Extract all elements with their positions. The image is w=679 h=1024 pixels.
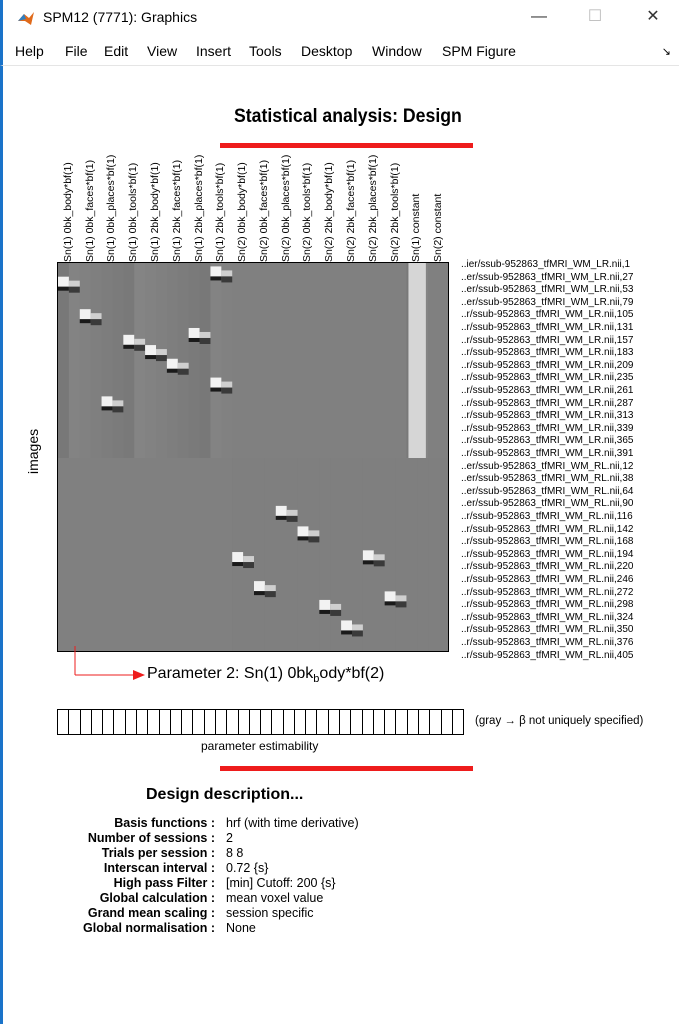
regressor-block — [243, 562, 254, 568]
regressor-block — [178, 363, 189, 369]
maximize-button[interactable]: ☐ — [587, 8, 603, 25]
regressor-block — [189, 328, 200, 338]
estimability-cell — [442, 710, 453, 734]
regressor-block — [112, 400, 123, 406]
description-key: Basis functions : — [114, 816, 215, 830]
regressor-block — [374, 554, 385, 560]
design-column-label: Sn(1) 2bk_faces*bf(1) — [170, 159, 183, 262]
description-key: Global calculation : — [99, 891, 215, 905]
design-row-label: ..ier/ssub-952863_tfMRI_WM_LR.nii,1 — [461, 258, 631, 270]
design-column-label: Sn(1) 2bk_tools*bf(1) — [214, 162, 227, 262]
estimability-cell — [69, 710, 80, 734]
estimability-cell — [103, 710, 114, 734]
design-row-label: ..r/ssub-952863_tfMRI_WM_LR.nii,235 — [461, 371, 634, 384]
regressor-block — [210, 276, 221, 280]
estimability-cell — [137, 710, 148, 734]
regressor-block — [341, 630, 352, 634]
estimability-note: (gray → β not uniquely specified) — [475, 715, 644, 727]
menu-edit[interactable]: Edit — [104, 43, 129, 59]
regressor-block — [167, 359, 178, 369]
regressor-block — [265, 585, 276, 591]
design-row-label: ..r/ssub-952863_tfMRI_WM_LR.nii,261 — [461, 384, 634, 396]
regressor-block — [102, 396, 113, 406]
title-underline — [220, 143, 473, 148]
regressor-block — [385, 601, 396, 605]
regressor-block — [112, 406, 123, 412]
design-row-label: ..r/ssub-952863_tfMRI_WM_LR.nii,339 — [461, 421, 634, 434]
estimability-cell — [160, 710, 171, 734]
design-column-label: Sn(2) constant — [432, 193, 445, 262]
design-row-label: ..er/ssub-952863_tfMRI_WM_RL.nii,12 — [461, 459, 634, 472]
description-key: Number of sessions : — [87, 831, 215, 845]
parameter-pointer-arrow — [63, 646, 153, 686]
estimability-cell — [227, 710, 238, 734]
estimability-cell — [385, 710, 396, 734]
design-row-label: ..r/ssub-952863_tfMRI_WM_LR.nii,391 — [461, 447, 634, 459]
regressor-block — [221, 388, 232, 394]
estimability-cell — [317, 710, 328, 734]
dock-arrow-icon[interactable]: ↘ — [661, 46, 671, 58]
design-column-label: Sn(1) 0bk_faces*bf(1) — [83, 159, 96, 262]
regressor-block — [232, 562, 243, 566]
estimability-cell — [396, 710, 407, 734]
regressor-block — [319, 600, 330, 610]
design-row-label: ..er/ssub-952863_tfMRI_WM_LR.nii,79 — [461, 295, 634, 308]
regressor-block — [363, 560, 374, 564]
parameter-label: Parameter 2: Sn(1) $0bk_body*bf(2)$ — [147, 665, 385, 686]
design-row-label: ..r/ssub-952863_tfMRI_WM_LR.nii,365 — [461, 434, 634, 447]
design-row-label: ..r/ssub-952863_tfMRI_WM_RL.nii,376 — [461, 636, 634, 648]
design-row-label: ..r/ssub-952863_tfMRI_WM_RL.nii,246 — [461, 573, 634, 585]
regressor-block — [341, 620, 352, 630]
regressor-block — [276, 506, 287, 516]
regressor-block — [352, 624, 363, 630]
menu-help[interactable]: Help — [15, 43, 44, 59]
regressor-block — [189, 338, 200, 342]
regressor-block — [330, 610, 341, 616]
estimability-cell — [205, 710, 216, 734]
regressor-block — [276, 516, 287, 520]
design-row-label: ..r/ssub-952863_tfMRI_WM_RL.nii,220 — [461, 560, 634, 573]
description-key: Interscan interval : — [103, 861, 215, 875]
estimability-cell — [148, 710, 159, 734]
regressor-block — [352, 630, 363, 636]
design-row-label: ..r/ssub-952863_tfMRI_WM_RL.nii,350 — [461, 623, 634, 636]
estimability-cell — [374, 710, 385, 734]
menu-view[interactable]: View — [147, 43, 178, 59]
regressor-block — [363, 550, 374, 560]
description-value: 2 — [226, 831, 233, 845]
estimability-cell — [284, 710, 295, 734]
regressor-block — [396, 601, 407, 607]
estimability-cell — [340, 710, 351, 734]
minimize-button[interactable]: — — [531, 8, 547, 25]
figure-canvas — [0, 66, 679, 1024]
description-value: session specific — [226, 906, 314, 920]
regressor-block — [308, 530, 319, 536]
menu-spm-figure[interactable]: SPM Figure — [442, 43, 516, 59]
regressor-block — [374, 560, 385, 566]
description-key: Grand mean scaling : — [87, 906, 215, 920]
regressor-block — [308, 536, 319, 542]
estimability-cell — [329, 710, 340, 734]
design-row-label: ..r/ssub-952863_tfMRI_WM_RL.nii,272 — [461, 585, 634, 598]
images-axis-label: images — [25, 428, 41, 474]
design-row-label: ..r/ssub-952863_tfMRI_WM_RL.nii,298 — [461, 598, 634, 611]
menu-insert[interactable]: Insert — [196, 43, 232, 59]
regressor-block — [298, 526, 309, 536]
design-column-label: Sn(2) 0bk_faces*bf(1) — [257, 159, 270, 262]
design-column-label: Sn(1) 2bk_body*bf(1) — [149, 162, 161, 262]
regressor-block — [80, 319, 91, 323]
menu-desktop[interactable]: Desktop — [301, 43, 353, 59]
regressor-block — [91, 313, 102, 319]
design-row-label: ..er/ssub-952863_tfMRI_WM_RL.nii,38 — [461, 472, 634, 485]
design-row-label: ..r/ssub-952863_tfMRI_WM_RL.nii,194 — [461, 547, 634, 560]
estimability-cell — [453, 710, 463, 734]
design-column-label: Sn(2) 2bk_body*bf(1) — [323, 162, 336, 262]
window-titlebar — [0, 0, 679, 36]
regressor-block — [221, 382, 232, 388]
regressor-block — [243, 556, 254, 562]
regressor-block — [265, 591, 276, 597]
regressor-block — [58, 287, 69, 291]
design-row-label: ..r/ssub-952863_tfMRI_WM_RL.nii,142 — [461, 522, 634, 535]
estimability-label: parameter estimability — [201, 739, 319, 753]
regressor-block — [91, 319, 102, 325]
description-key: High pass Filter : — [113, 876, 215, 890]
regressor-block — [210, 266, 221, 276]
regressor-block — [330, 604, 341, 610]
menu-tools[interactable]: Tools — [249, 43, 282, 59]
regressor-block — [58, 277, 69, 287]
estimability-cell — [351, 710, 362, 734]
estimability-cell — [92, 710, 103, 734]
design-row-label: ..r/ssub-952863_tfMRI_WM_LR.nii,209 — [461, 358, 634, 371]
regressor-block — [287, 510, 298, 516]
design-column-label: Sn(2) 2bk_tools*bf(1) — [388, 162, 401, 262]
estimability-cell — [306, 710, 317, 734]
design-column-label: Sn(1) constant — [410, 193, 423, 262]
design-description-title: Design description... — [146, 786, 304, 803]
design-row-label: ..er/ssub-952863_tfMRI_WM_LR.nii,53 — [461, 283, 634, 296]
estimability-cell — [81, 710, 92, 734]
estimability-cell — [58, 710, 69, 734]
design-matrix-image — [58, 263, 449, 652]
regressor-block — [123, 335, 134, 345]
estimability-cell — [250, 710, 261, 734]
regressor-block — [69, 281, 80, 287]
design-row-label: ..r/ssub-952863_tfMRI_WM_LR.nii,313 — [461, 409, 634, 422]
estimability-cell — [430, 710, 441, 734]
regressor-block — [232, 552, 243, 562]
design-column-label: Sn(2) 0bk_places*bf(1) — [279, 154, 292, 262]
regressor-block — [134, 339, 145, 345]
estimability-cell — [408, 710, 419, 734]
regressor-block — [156, 349, 167, 355]
description-value: 8 8 — [226, 846, 244, 860]
regressor-block — [254, 581, 265, 591]
estimability-cell — [182, 710, 193, 734]
description-value: hrf (with time derivative) — [226, 816, 359, 830]
design-row-label: ..r/ssub-952863_tfMRI_WM_LR.nii,131 — [461, 321, 634, 333]
estimability-cell — [114, 710, 125, 734]
design-row-label: ..r/ssub-952863_tfMRI_WM_RL.nii,405 — [461, 648, 634, 661]
design-column-label: Sn(2) 2bk_places*bf(1) — [366, 154, 379, 262]
estimability-cell — [126, 710, 137, 734]
estimability-cell — [419, 710, 430, 734]
regressor-block — [145, 355, 156, 359]
regressor-block — [178, 369, 189, 375]
estimability-cell — [171, 710, 182, 734]
regressor-block — [123, 345, 134, 349]
matlab-icon — [17, 9, 35, 27]
design-column-label: Sn(1) 0bk_places*bf(1) — [105, 154, 118, 262]
close-button[interactable]: ✕ — [646, 8, 660, 25]
design-column-label: Sn(2) 2bk_faces*bf(1) — [345, 159, 357, 262]
design-matrix[interactable] — [57, 262, 449, 652]
description-key: Global normalisation : — [83, 921, 215, 935]
design-row-label: ..r/ssub-952863_tfMRI_WM_RL.nii,168 — [461, 535, 634, 548]
regressor-block — [156, 355, 167, 361]
design-row-label: ..er/ssub-952863_tfMRI_WM_RL.nii,90 — [461, 497, 634, 510]
regressor-block — [396, 595, 407, 601]
regressor-block — [385, 591, 396, 601]
estimability-cell — [295, 710, 306, 734]
estimability-cell — [239, 710, 250, 734]
design-row-label: ..r/ssub-952863_tfMRI_WM_LR.nii,183 — [461, 346, 634, 359]
design-row-label: ..er/ssub-952863_tfMRI_WM_LR.nii,27 — [461, 270, 634, 283]
estimability-cell — [193, 710, 204, 734]
menu-window[interactable]: Window — [372, 43, 422, 59]
design-row-label: ..r/ssub-952863_tfMRI_WM_RL.nii,116 — [461, 510, 633, 522]
regressor-block — [210, 388, 221, 392]
design-column-labels — [57, 152, 449, 262]
design-row-label: ..r/ssub-952863_tfMRI_WM_LR.nii,157 — [461, 333, 634, 346]
window-title: SPM12 (7771): Graphics — [43, 9, 198, 25]
description-value: 0.72 {s} — [226, 861, 269, 875]
regressor-block — [319, 610, 330, 614]
estimability-cell — [363, 710, 374, 734]
estimability-underline — [220, 766, 473, 771]
description-value: mean voxel value — [226, 891, 324, 905]
description-value: [min] Cutoff: 200 {s} — [226, 876, 336, 890]
design-column-label: Sn(1) 2bk_places*bf(1) — [192, 154, 205, 262]
design-row-label: ..r/ssub-952863_tfMRI_WM_LR.nii,105 — [461, 308, 634, 321]
constant-column — [408, 263, 425, 458]
regressor-block — [102, 406, 113, 410]
regressor-block — [145, 345, 156, 355]
regressor-block — [221, 270, 232, 276]
figure-title: Statistical analysis: Design — [234, 106, 462, 127]
design-column-label: Sn(2) 0bk_body*bf(1) — [236, 162, 249, 262]
estimability-cell — [216, 710, 227, 734]
description-key: Trials per session : — [101, 846, 215, 860]
design-row-label: ..er/ssub-952863_tfMRI_WM_RL.nii,64 — [461, 484, 634, 497]
menu-file[interactable]: File — [65, 43, 88, 59]
estimability-cell — [261, 710, 272, 734]
estimability-cell — [272, 710, 283, 734]
design-row-label: ..r/ssub-952863_tfMRI_WM_RL.nii,324 — [461, 610, 634, 623]
description-value: None — [226, 921, 256, 935]
regressor-block — [287, 516, 298, 522]
regressor-block — [221, 276, 232, 282]
regressor-block — [167, 369, 178, 373]
design-column-label: Sn(2) 0bk_tools*bf(1) — [301, 162, 314, 262]
design-column-label: Sn(1) 0bk_body*bf(1) — [61, 162, 74, 262]
regressor-block — [134, 345, 145, 351]
parameter-estimability-bar — [57, 709, 464, 735]
regressor-block — [80, 309, 91, 319]
regressor-block — [200, 332, 211, 338]
design-column-label: Sn(1) 0bk_tools*bf(1) — [127, 162, 140, 262]
menu-bar — [0, 36, 679, 66]
regressor-block — [69, 287, 80, 293]
design-row-label: ..r/ssub-952863_tfMRI_WM_LR.nii,287 — [461, 396, 634, 409]
regressor-block — [210, 378, 221, 388]
regressor-block — [254, 591, 265, 595]
regressor-block — [298, 536, 309, 540]
regressor-block — [200, 338, 211, 344]
